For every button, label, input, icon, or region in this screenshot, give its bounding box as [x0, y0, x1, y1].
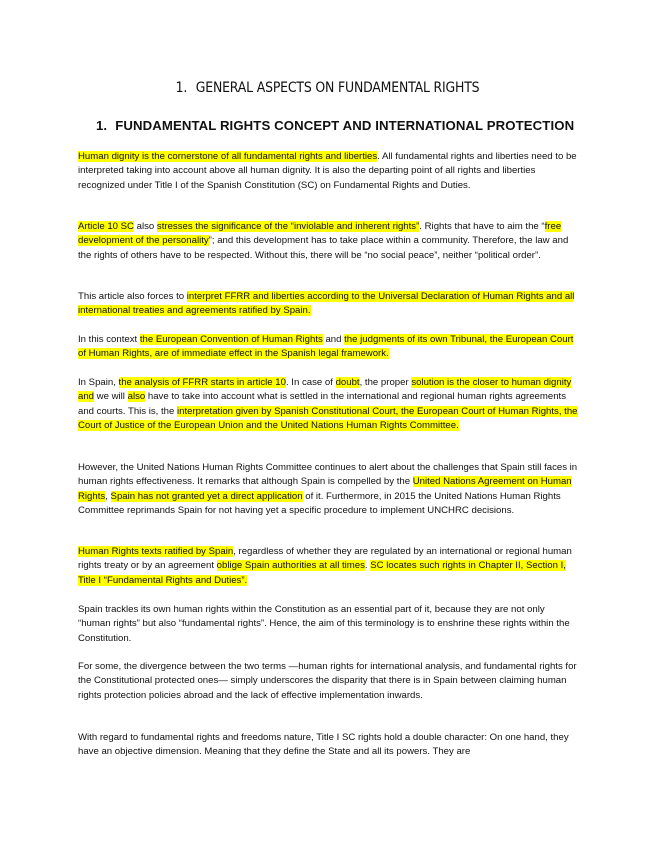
text-run: and	[322, 334, 345, 345]
paragraph	[78, 376, 578, 434]
highlighted-text: free development of the personality	[78, 221, 562, 247]
paragraph	[78, 660, 578, 703]
text-run: , the proper	[359, 377, 412, 388]
paragraph	[78, 731, 578, 760]
highlighted-text: interpretation given by Spanish Constitutional Court, the European Court of Human Rights, the Court of Justice of the European Union and the United Nations Human Rights Committee.	[78, 405, 578, 432]
text-run: . Rights that have to aim the “	[419, 221, 545, 232]
text-run: of it. Furthermore, in 2015 the United Nations Human Rights Committee reprimands Spain for not having yet a specific procedure to implement UNCHRC decisions.	[78, 490, 561, 517]
paragraph	[78, 545, 578, 588]
text-run: With regard to fundamental rights and freedoms nature, Title I SC rights hold a double character: On one hand, they have an objective dimension. Meaning that they define the State and all its powers. They are	[78, 732, 569, 758]
text-run: This article also forces to	[78, 291, 187, 302]
text-run: also	[133, 221, 157, 232]
paragraph	[78, 290, 578, 319]
chapter-title	[46, 80, 609, 96]
text-run: However, the United Nations Human Rights Committee continues to alert about the challenges that Spain still faces in human rights effectiveness. It remarks that although Spain is compelled by the	[78, 462, 578, 488]
highlighted-text: the judgments of its own Tribunal, the European Court of Human Rights, are of immediate effect in the Spanish legal framework.	[78, 334, 574, 360]
text-run: ”; and this development has to take place within a community. Therefore, the law and the rights of others have to be respected. Without this, there will be “no social peace”, neither “political order”.	[78, 235, 569, 261]
highlighted-text: Human dignity is the cornerstone of all fundamental rights and liberties	[78, 151, 378, 162]
highlighted-text: interpret FFRR and liberties according to the Universal Declaration of Human Rights and all international treaties and agreements ratified by Spain.	[78, 291, 575, 317]
text-run: In this context	[78, 334, 140, 345]
text-run: Spain trackles its own human rights within the Constitution as an essential part of it, because they are not only “human rights” but also “fundamental rights”. Hence, the aim of this terminology is to enshrine these rights within the Constitution.	[78, 604, 570, 644]
text-run: In Spain,	[78, 377, 119, 388]
paragraph	[78, 603, 578, 646]
text-run: have to take into account what is settled in the international and regional human rights agreements and courts. This is, the	[78, 391, 567, 417]
text-run: we will	[94, 391, 128, 403]
section-number: 1.	[96, 118, 108, 133]
highlighted-text: SC locates such rights in Chapter II, Section I, Title I “Fundamental Rights and Duties”.	[78, 560, 566, 586]
section-title-text: FUNDAMENTAL RIGHTS CONCEPT AND INTERNATIONAL PROTECTION	[115, 118, 575, 133]
text-run: . In case of	[285, 377, 336, 388]
paragraph	[78, 150, 578, 193]
chapter-title-text: GENERAL ASPECTS ON FUNDAMENTAL RIGHTS	[195, 80, 480, 96]
highlighted-text: Spain has not granted yet a direct application	[110, 490, 303, 502]
highlighted-text: oblige Spain authorities at all times	[216, 560, 365, 572]
highlighted-text: Human Rights texts ratified by Spain	[78, 546, 234, 557]
paragraph	[78, 461, 578, 519]
paragraph	[78, 220, 578, 263]
highlighted-text: doubt	[335, 377, 360, 388]
highlighted-text: the European Convention of Human Rights	[139, 334, 323, 345]
section-title	[96, 118, 574, 133]
highlighted-text: United Nations Agreement on Human Rights	[78, 476, 572, 502]
highlighted-text: solution is the closer to human dignity and	[78, 377, 572, 403]
text-run: For some, the divergence between the two terms —human rights for international analysis, and fundamental rights for the Constitutional protected ones— simply underscores the disparity that there is in Spain between claiming human rights protection policies abroad and the lack of effective implementation inwards.	[78, 661, 577, 701]
text-run: .	[364, 560, 371, 572]
paragraph	[78, 333, 578, 362]
highlighted-text: Article 10 SC	[78, 221, 134, 232]
chapter-number: 1.	[175, 80, 188, 96]
text-run: ,	[105, 490, 111, 502]
highlighted-text: the analysis of FFRR starts in article 10	[118, 377, 286, 388]
highlighted-text: also	[127, 391, 146, 403]
highlighted-text: stresses the significance of the “inviolable and inherent rights”	[156, 221, 420, 232]
text-run: . All fundamental rights and liberties need to be interpreted taking into account above all human dignity. It is also the departing point of all rights and liberties recognized under Title I of the Spanish Constitution (SC) on Fundamental Rights and Duties.	[78, 151, 577, 191]
text-run: , regardless of whether they are regulated by an international or regional human rights treaty or by an agreement	[78, 546, 572, 572]
